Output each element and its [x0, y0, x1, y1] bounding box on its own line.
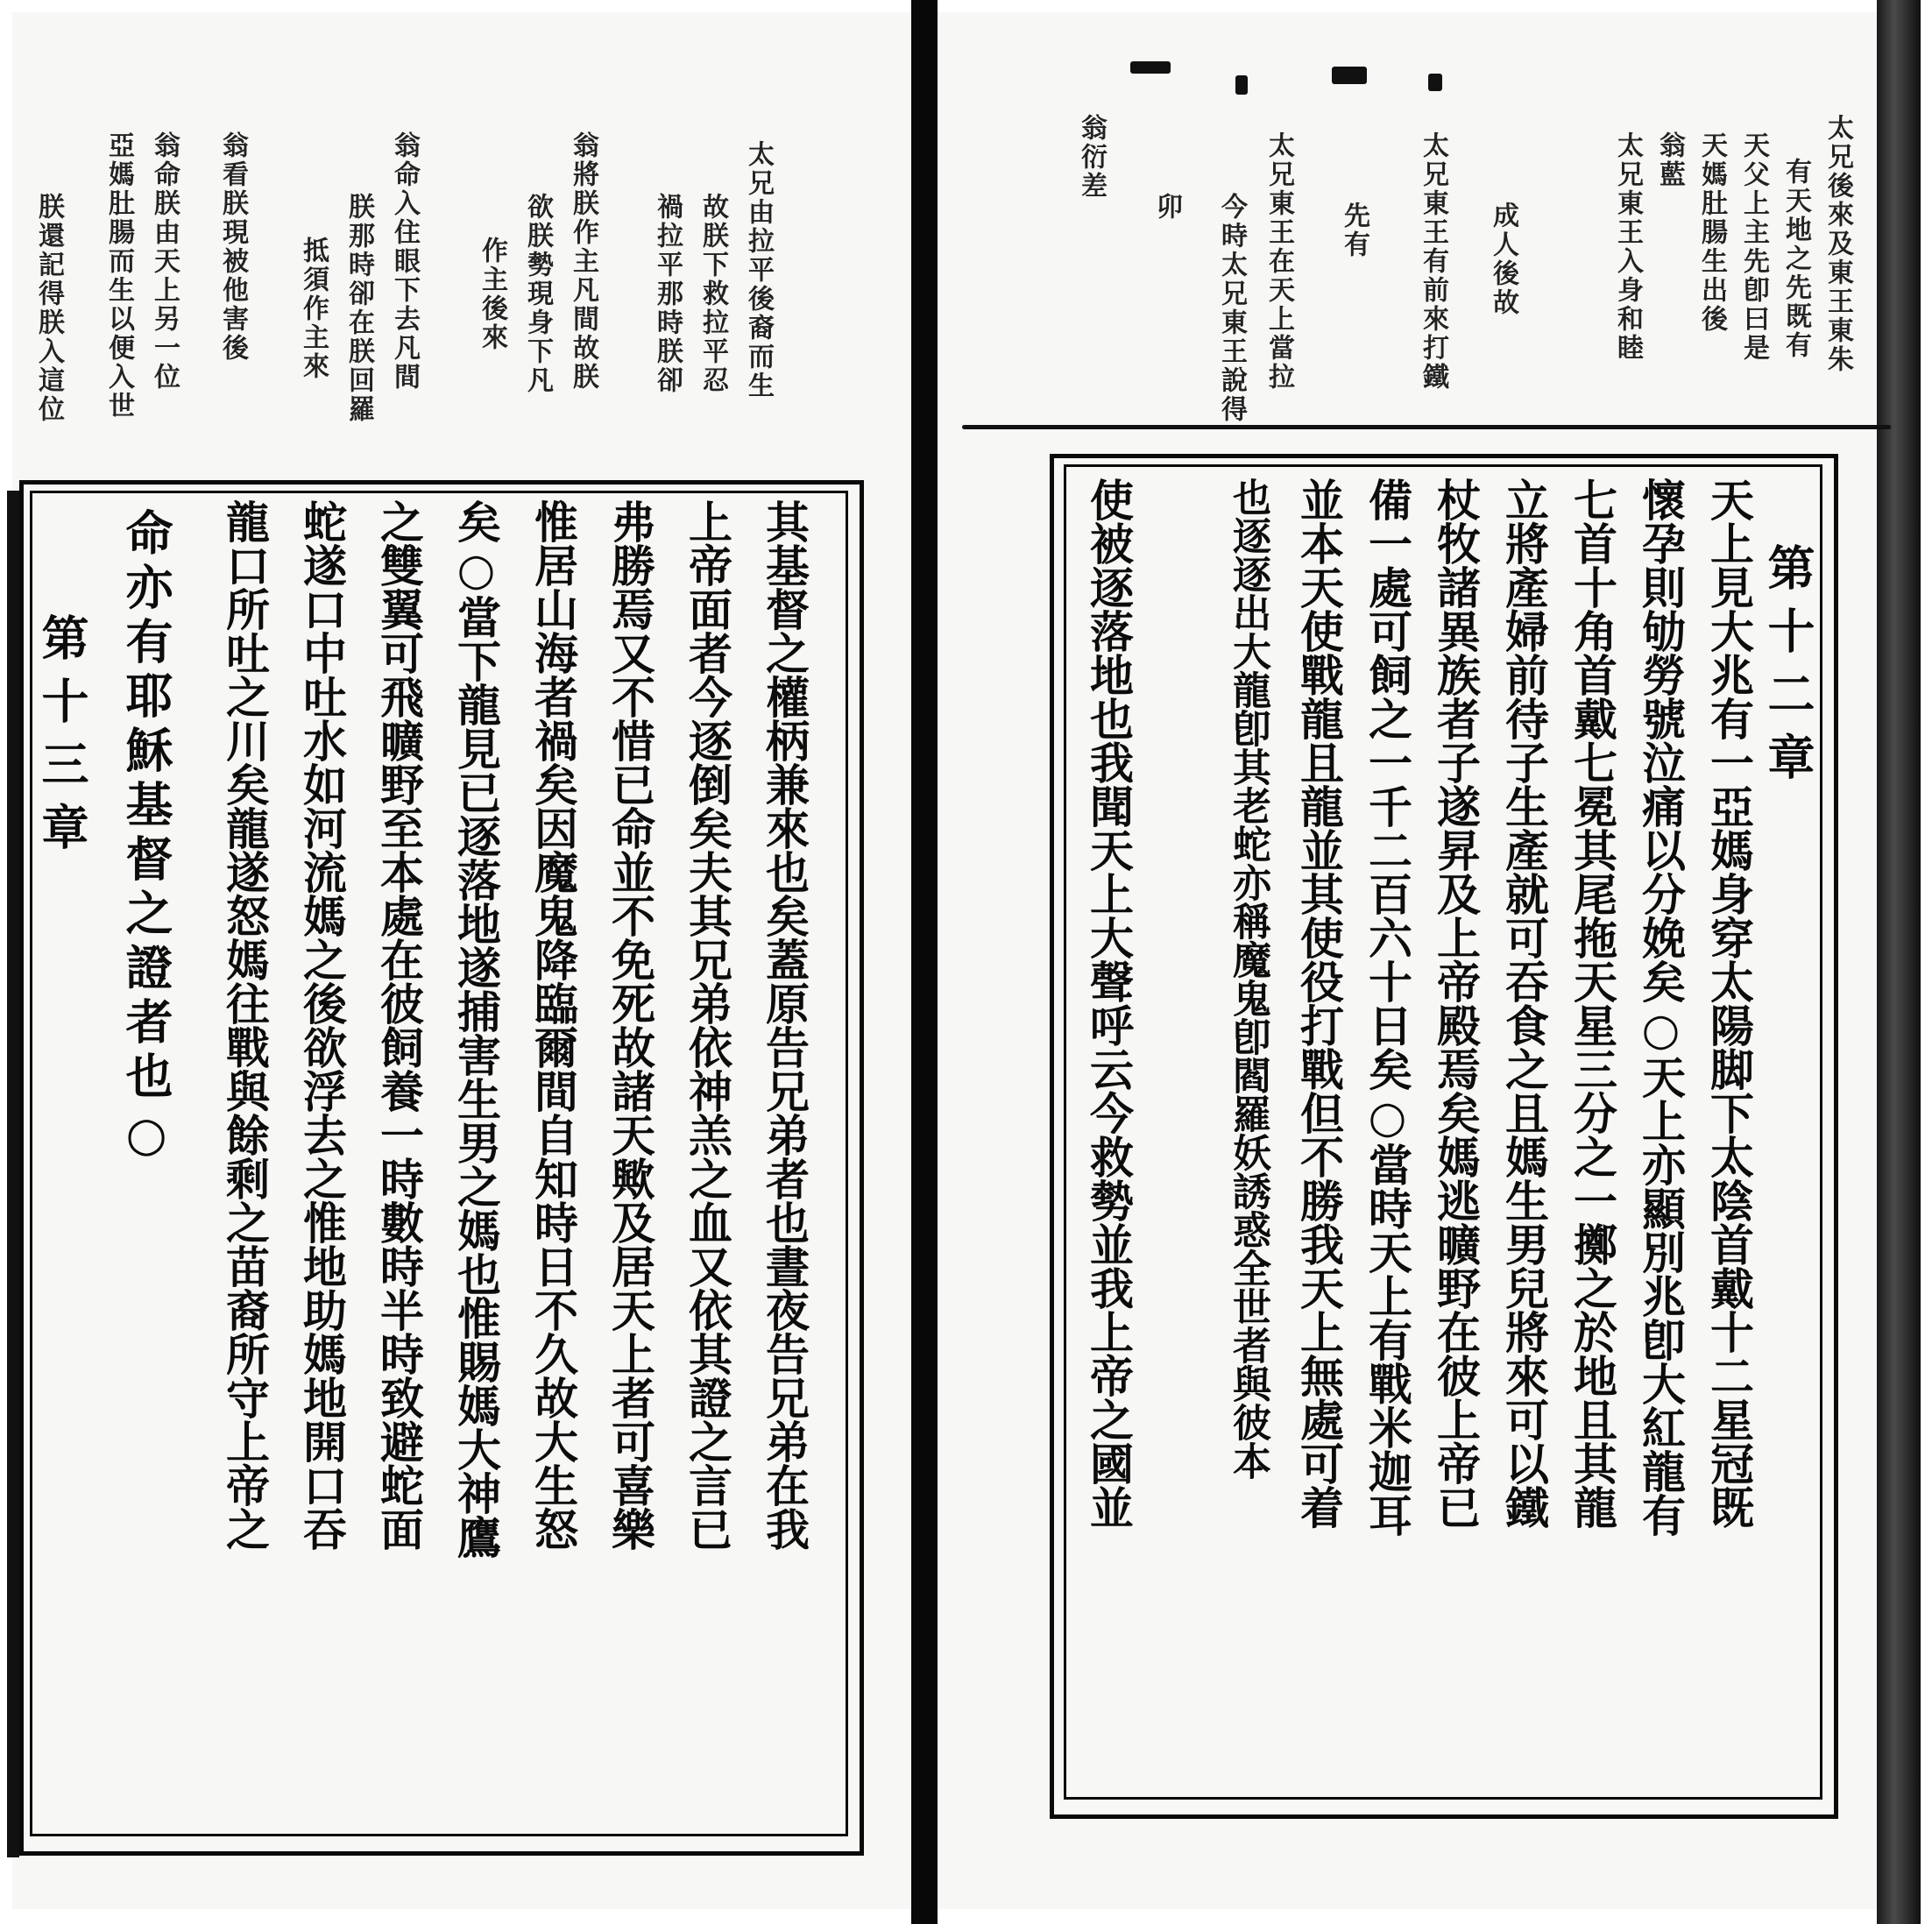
margin-note: 天父上主先卽曰是 — [1738, 131, 1769, 363]
text-column: 使被逐落地也我聞天上大聲呼云今救勢並我上帝之國並 — [1083, 477, 1135, 1529]
margin-note: 太兄東王入身和睦 — [1612, 131, 1643, 363]
right-page-edge — [1877, 0, 1921, 1924]
text-column: 上帝面者今逐倒矣夫其兄弟依神羔之血又依其證之言已 — [682, 499, 733, 1551]
margin-note: 翁藍 — [1654, 131, 1685, 189]
margin-note: 亞媽肚腸而生以便入世 — [103, 131, 134, 421]
margin-note: 故朕下救拉平忍 — [697, 193, 728, 395]
margin-note: 抵須作主來 — [298, 237, 329, 381]
margin-note: 天媽肚腸生出後 — [1696, 131, 1727, 334]
text-column: 備一處可飼之一千二百六十日矣○當時天上有戰米迦耳 — [1362, 477, 1413, 1537]
margin-note: 朕還記得朕入這位 — [33, 193, 64, 424]
text-column: 惟居山海者禍矣因魔鬼降臨爾間自知時日不久故大生怒 — [527, 499, 579, 1551]
header-ink-mark — [1130, 61, 1171, 74]
text-column: 並本天使戰龍且龍並其使役打戰但不勝我天上無處可着 — [1293, 477, 1345, 1529]
text-column: 蛇遂口中吐水如河流媽之後欲浮去之惟地助媽地開口吞 — [296, 499, 348, 1551]
margin-note: 翁命朕由天上另一位 — [149, 131, 180, 392]
text-column: 也逐逐出大龍卽其老蛇亦稱魔鬼卽閻羅妖誘惑全世者與彼本 — [1226, 477, 1270, 1480]
margin-note: 禍拉平那時朕卻 — [652, 193, 683, 395]
text-column: 杖牧諸異族者子遂昇及上帝殿焉矣媽逃曠野在彼上帝已 — [1430, 477, 1482, 1529]
margin-note: 翁衍差 — [1076, 114, 1107, 201]
text-column: 七首十角首戴七冕其尾拖天星三分之一擲之於地且其龍 — [1567, 477, 1618, 1529]
margin-note: 先有 — [1339, 202, 1369, 259]
text-column: 之雙翼可飛曠野至本處在彼飼養一時數時半時致避蛇面 — [373, 499, 425, 1551]
margin-note: 太兄後來及東王東朱 — [1822, 114, 1853, 374]
margin-note: 太兄東王在天上當拉 — [1263, 131, 1294, 392]
text-column: 龍口所吐之川矣龍遂怒媽往戰與餘剩之苗裔所守上帝之 — [219, 499, 271, 1551]
text-column: 其基督之權柄兼來也矣蓋原告兄弟者也晝夜告兄弟在我 — [759, 499, 810, 1551]
text-column: 矣○當下龍見已逐落地遂捕害生男之媽也惟賜媽大神鷹 — [450, 499, 502, 1559]
margin-note: 太兄東王有前來打鐵 — [1418, 131, 1448, 392]
margin-note: 太兄由拉平後裔而生 — [743, 140, 774, 400]
text-column: 立將產婦前待子生產就可吞食之且媽生男兒將來可以鐵 — [1498, 477, 1550, 1529]
margin-note: 欲朕勢現身下凡 — [522, 193, 553, 395]
text-column: 命亦有耶穌基督之證者也○ — [118, 508, 174, 1169]
margin-note: 今時太兄東王說得 — [1216, 193, 1247, 424]
margin-note: 翁命入住眼下去凡間 — [389, 131, 420, 392]
text-column: 懷孕則劬勞號泣痛以分娩矣○天上亦顯別兆卽大紅龍有 — [1635, 477, 1687, 1537]
margin-note: 朕那時卻在朕回羅 — [343, 193, 374, 424]
header-ink-mark — [1428, 74, 1442, 91]
margin-note: 成人後故 — [1488, 202, 1518, 317]
chapter-title: 第十三章 — [34, 613, 90, 866]
header-ink-mark — [1332, 67, 1367, 84]
margin-note: 卯 — [1151, 193, 1182, 222]
margin-note: 作主後來 — [477, 237, 507, 352]
margin-note: 翁將朕作主凡間故朕 — [568, 131, 598, 392]
left-page-edge — [7, 491, 19, 1857]
text-column: 天上見大兆有一亞媽身穿太陽脚下太陰首戴十二星冠既 — [1703, 477, 1755, 1529]
header-ink-mark — [1235, 75, 1248, 95]
chapter-title: 第十二章 — [1760, 543, 1816, 796]
margin-note: 有天地之先既有 — [1780, 158, 1811, 360]
margin-note: 翁看朕現被他害後 — [217, 131, 248, 363]
book-gutter — [911, 0, 938, 1924]
text-column: 弗勝焉又不惜已命並不免死故諸天歟及居天上者可喜樂 — [605, 499, 656, 1551]
